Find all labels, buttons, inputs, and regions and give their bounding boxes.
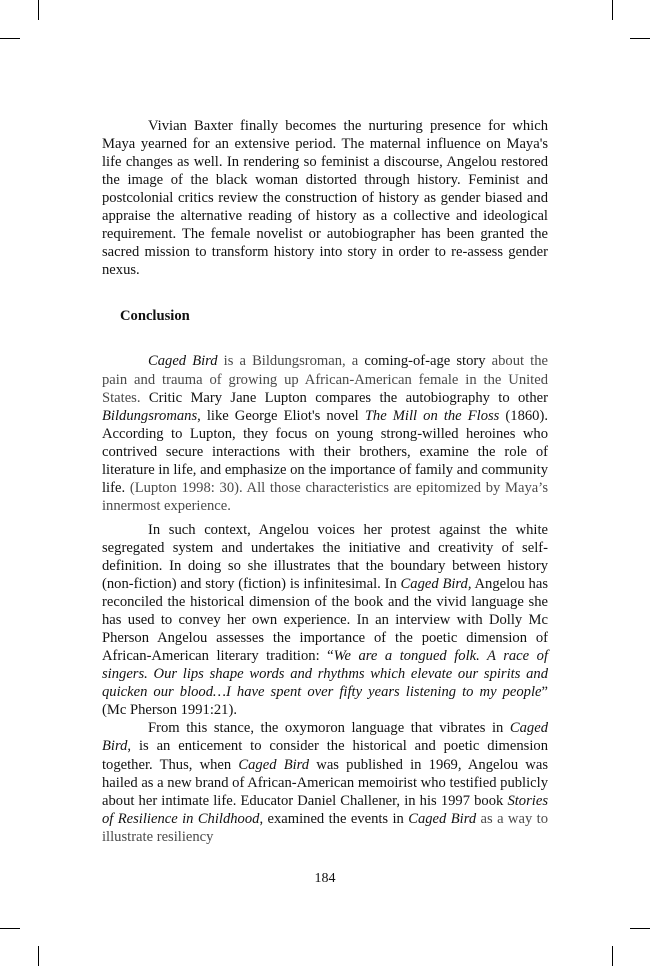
text-segment: , like George Eliot's novel (197, 407, 365, 424)
crop-mark-top-right-horizontal (630, 38, 650, 39)
text-segment: about the pain and trauma of growing up African-American female in the United States. (102, 353, 548, 406)
crop-mark-top-left-horizontal (0, 38, 20, 39)
paragraph (102, 521, 548, 720)
crop-mark-top-left-vertical (38, 0, 39, 20)
text-segment: was published in 1969, Angelou was hailed as a new brand of African-American memoirist who testified publicly about her intimate life. Educator Daniel Challener, in his 1997 book (102, 756, 548, 809)
text-segment: , examined the events in (259, 810, 409, 827)
crop-mark-bottom-right-vertical (612, 946, 613, 966)
text-segment: (Lupton 1998: 30). All those characteristics are epitomized by Maya’s innermost experience. (102, 479, 548, 514)
text-segment: Caged Bird (408, 810, 477, 827)
text-segment: , Angelou has reconciled the historical dimension of the book and the vivid language she has used to convey her own experience. In an interview with Dolly Mc Pherson Angelou assesses the importance of the poetic dimension of African-American literary tradition: “ (102, 576, 549, 665)
text-segment: Caged Bird (400, 576, 468, 593)
text-segment: ” (Mc Pherson 1991:21). (102, 684, 548, 719)
page-number: 184 (314, 871, 336, 886)
text-segment: Caged Bird (238, 756, 310, 773)
text-segment: The Mill on the Floss (364, 407, 500, 424)
paragraph (102, 352, 548, 514)
paragraph (102, 117, 548, 279)
crop-mark-bottom-right-horizontal (630, 928, 650, 929)
text-segment: coming-of-age story (364, 353, 486, 370)
text-segment: Bildungsromans (102, 407, 198, 424)
crop-mark-top-right-vertical (612, 0, 613, 20)
text-segment: Critic Mary Jane Lupton compares the autobiography to other (148, 389, 548, 406)
text-segment: , is an enticement to consider the historical and poetic dimension together. Thus, when (102, 738, 548, 773)
text-segment: (1860). According to Lupton, they focus on young strong-willed heroines who contrived secure interactions with their brothers, examine the role of literature in life, and emphasize on the importance of family and community life. (102, 407, 548, 496)
crop-mark-bottom-left-vertical (38, 946, 39, 966)
section-heading: Conclusion (120, 308, 190, 325)
crop-mark-bottom-left-horizontal (0, 928, 20, 929)
text-segment: From this stance, the oxymoron language that vibrates in (148, 720, 510, 737)
paragraph (102, 719, 548, 845)
text-segment: Caged Bird (102, 720, 548, 755)
text-segment: as a way to illustrate resiliency (102, 810, 548, 845)
text-segment: Vivian Baxter finally becomes the nurturing presence for which Maya yearned for an extensive period. The maternal influence on Maya's life changes as well. In rendering so feminist a discourse, Angelou restored the image of the black woman distorted through history. Feminist and postcolonial critics review the construction of history as gender biased and appraise the alternative reading of history as a collective and ideological requirement. The female novelist or autobiographer has been granted the sacred mission to transform history into story in order to re-assess gender nexus. (102, 118, 548, 279)
text-segment: In such context, Angelou voices her protest against the white segregated system and undertakes the initiative and creativity of self-definition. In doing so she illustrates that the boundary between history (non-fiction) and story (fiction) is infinitesimal. In (102, 521, 548, 593)
text-segment: is a Bildungsroman, a (217, 353, 365, 370)
text-segment: Caged Bird (148, 353, 218, 370)
page-body (102, 117, 548, 846)
text-segment: We are a tongued folk. A race of singers. Our lips shape words and rhythms which elevate our spirits and quicken our blood…I have spent over fifty years listening to my people (102, 648, 548, 701)
text-segment: Stories of Resilience in Childhood (102, 792, 548, 827)
